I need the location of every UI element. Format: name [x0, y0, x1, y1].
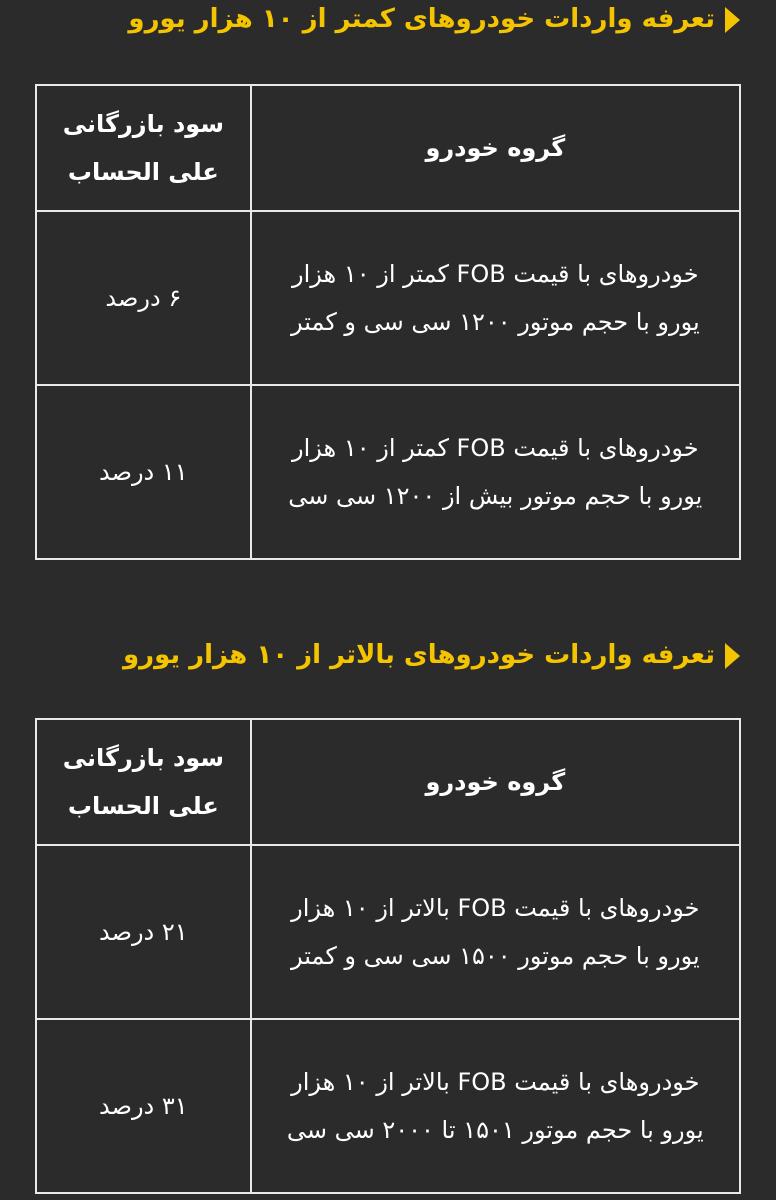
tariff-table-over-10k — [35, 718, 741, 1194]
section-title-text: تعرفه واردات خودروهای بالاتر از ۱۰ هزار یورو — [122, 640, 715, 670]
cell-car-group: خودروهای با قیمت FOB کمتر از ۱۰ هزار یورو با حجم موتور ۱۲۰۰ سی سی و کمتر — [251, 211, 740, 385]
table-row — [36, 385, 740, 559]
table-row — [36, 1019, 740, 1193]
caret-left-icon — [725, 7, 740, 33]
tariff-table-under-10k — [35, 84, 741, 560]
section-title-text: تعرفه واردات خودروهای کمتر از ۱۰ هزار یورو — [128, 4, 715, 34]
header-commercial-profit: سود بازرگانی علی الحساب — [36, 719, 251, 845]
cell-profit-rate: ۲۱ درصد — [36, 845, 251, 1019]
caret-left-icon — [725, 643, 740, 669]
cell-profit-rate: ۳۱ درصد — [36, 1019, 251, 1193]
header-car-group: گروه خودرو — [251, 85, 740, 211]
header-car-group: گروه خودرو — [251, 719, 740, 845]
table-row — [36, 211, 740, 385]
cell-profit-rate: ۶ درصد — [36, 211, 251, 385]
section-title-over-10k — [36, 640, 740, 671]
cell-car-group: خودروهای با قیمت FOB بالاتر از ۱۰ هزار یورو با حجم موتور ۱۵۰۰ سی سی و کمتر — [251, 845, 740, 1019]
table-row — [36, 845, 740, 1019]
table-header-row — [36, 85, 740, 211]
section-title-under-10k — [36, 4, 740, 35]
table-header-row — [36, 719, 740, 845]
cell-profit-rate: ۱۱ درصد — [36, 385, 251, 559]
header-commercial-profit: سود بازرگانی علی الحساب — [36, 85, 251, 211]
cell-car-group: خودروهای با قیمت FOB بالاتر از ۱۰ هزار یورو با حجم موتور ۱۵۰۱ تا ۲۰۰۰ سی سی — [251, 1019, 740, 1193]
cell-car-group: خودروهای با قیمت FOB کمتر از ۱۰ هزار یورو با حجم موتور بیش از ۱۲۰۰ سی سی — [251, 385, 740, 559]
